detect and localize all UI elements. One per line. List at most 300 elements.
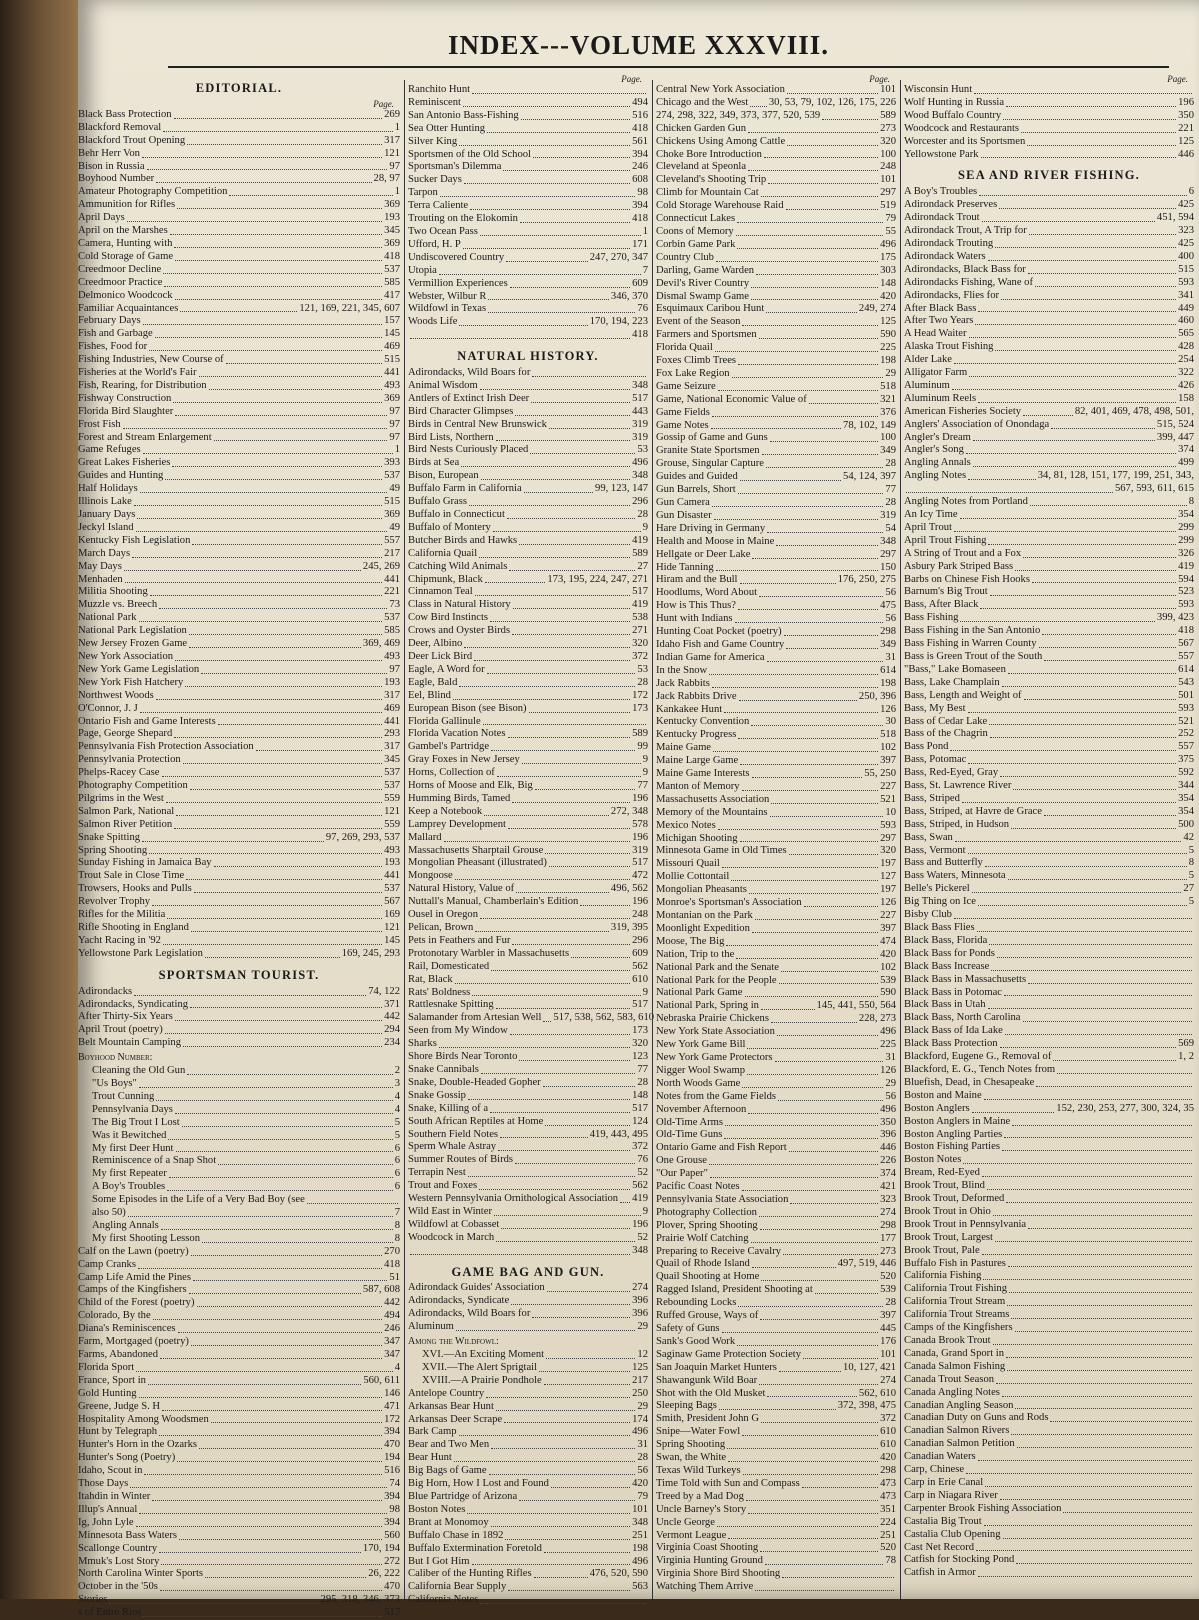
entry-page: 515, 524 <box>1156 418 1194 430</box>
entry-page: 396 <box>632 1308 648 1320</box>
entry-page: 1 <box>394 444 400 456</box>
entry-title: Hunter's Horn in the Ozarks <box>78 1439 197 1451</box>
leader-dots <box>804 897 878 907</box>
leader-dots <box>128 1207 393 1217</box>
entry-title: Pennsylvania Fish Protection Association <box>78 741 254 753</box>
index-entry <box>408 1581 648 1594</box>
index-entry <box>904 1258 1194 1271</box>
index-column-4 <box>904 74 1194 1594</box>
leader-dots <box>952 380 1176 390</box>
leader-dots <box>155 328 382 338</box>
entry-title: Cleveland's Shooting Trip <box>656 174 767 186</box>
entry-page: 101 <box>880 84 896 95</box>
index-entry <box>408 1103 648 1116</box>
index-entry <box>78 599 400 612</box>
entry-page: 148 <box>632 1089 648 1101</box>
index-entry <box>408 999 648 1012</box>
leader-dots <box>187 135 382 145</box>
entry-title: Bass, Red-Eyed, Gray <box>904 767 999 779</box>
entry-page: 589 <box>632 728 648 740</box>
entry-title: Indian Game for America <box>656 651 765 663</box>
entry-title: Salamander from Artesian Well <box>408 1012 542 1024</box>
entry-page: 443 <box>632 405 648 417</box>
leader-dots <box>752 923 878 933</box>
entry-page: 349 <box>880 445 896 457</box>
index-entry <box>656 1542 896 1555</box>
leader-dots <box>139 1078 393 1088</box>
entry-page: 74, 122 <box>368 985 400 997</box>
entry-page: 319, 395 <box>610 922 648 933</box>
entry-page: 610 <box>632 973 648 985</box>
leader-dots <box>989 716 1176 726</box>
index-entry <box>408 1491 648 1504</box>
index-entry <box>904 677 1194 690</box>
leader-dots <box>789 845 878 855</box>
entry-page: 494 <box>632 96 648 108</box>
entry-title: Bass, Striped <box>904 792 960 804</box>
leader-dots <box>464 638 630 648</box>
entry-title: Sportsman's Dilemma <box>408 161 502 173</box>
leader-dots <box>767 652 884 662</box>
entry-page: 197 <box>880 858 896 870</box>
index-entry <box>408 1568 648 1581</box>
entry-title: Canada Trout Season <box>904 1373 995 1385</box>
entry-title: Carp in Erie Canal <box>904 1476 984 1488</box>
entry-title: Chicago and the West <box>656 96 749 108</box>
index-entry <box>656 484 896 497</box>
leader-dots <box>491 741 635 751</box>
entry-page: 158 <box>1178 392 1194 404</box>
entry-page: 176 <box>880 1335 896 1347</box>
index-entry <box>408 200 648 213</box>
index-entry <box>78 238 400 251</box>
entry-title: Salmon River Petition <box>78 818 173 830</box>
leader-dots <box>984 1516 1192 1526</box>
leader-dots <box>143 1607 382 1617</box>
entry-page: 470 <box>384 1439 400 1451</box>
index-entry <box>656 1104 896 1117</box>
entry-page: 369 <box>384 392 400 404</box>
entry-page: 348 <box>632 1244 648 1256</box>
index-entry <box>78 1452 400 1465</box>
entry-page: 79 <box>885 213 896 225</box>
entry-page: 469 <box>384 341 400 353</box>
leader-dots <box>543 1012 551 1022</box>
leader-dots <box>479 1180 630 1190</box>
leader-dots <box>205 1568 366 1578</box>
leader-dots <box>153 1310 382 1320</box>
entry-page: 293 <box>384 728 400 740</box>
index-entry <box>78 845 400 858</box>
leader-dots <box>982 1167 1192 1177</box>
entry-page: 420 <box>880 1452 896 1464</box>
leader-dots <box>968 754 1176 764</box>
leader-dots <box>784 626 878 636</box>
index-entry <box>78 896 400 909</box>
entry-title: Carpenter Brook Fishing Association <box>904 1502 1062 1514</box>
leader-dots <box>493 522 641 532</box>
index-entry <box>78 173 400 186</box>
entry-title: Worcester and its Sportsmen <box>904 135 1026 147</box>
leader-dots <box>727 1439 878 1449</box>
index-entry <box>904 935 1194 948</box>
leader-dots <box>988 999 1192 1009</box>
entry-page: 5 <box>394 1116 400 1128</box>
entry-page: 397 <box>880 922 896 934</box>
leader-dots <box>748 1504 878 1514</box>
index-entry <box>904 367 1194 380</box>
index-entry <box>904 1529 1194 1542</box>
entry-page: 303 <box>880 264 896 276</box>
entry-title: Ig, John Lyle <box>78 1516 134 1528</box>
entry-title: Black Bass in Massachusetts <box>904 973 1027 985</box>
index-entry <box>904 1193 1194 1206</box>
entry-page: 78, 102, 149 <box>843 419 896 431</box>
leader-dots <box>1002 1141 1192 1151</box>
entry-title: Black Bass Flies <box>904 922 975 933</box>
entry-title: Devil's River Country <box>656 277 750 289</box>
entry-title: Michigan Shooting <box>656 832 738 844</box>
index-entry <box>904 561 1194 574</box>
entry-title: Salmon Park, National <box>78 805 175 817</box>
leader-dots <box>977 922 1192 932</box>
index-entry <box>904 574 1194 587</box>
index-entry <box>904 1438 1194 1451</box>
leader-dots <box>781 962 878 972</box>
leader-dots <box>461 457 630 467</box>
index-entry <box>408 767 648 780</box>
entry-title: Muzzle vs. Breech <box>78 599 158 611</box>
entry-title: Boston and Maine <box>904 1089 982 1101</box>
entry-page: 394 <box>384 1490 400 1502</box>
leader-dots <box>508 1581 630 1591</box>
leader-dots <box>789 1142 878 1152</box>
entry-page: 493 <box>384 650 400 662</box>
entry-title: Buffalo Chase in 1892 <box>408 1529 504 1541</box>
leader-dots <box>500 1129 588 1139</box>
entry-title: Montanian on the Park <box>656 910 753 921</box>
leader-dots <box>533 149 630 159</box>
index-entry <box>408 819 648 832</box>
entry-page: 523 <box>1178 586 1194 598</box>
leader-dots <box>760 1220 878 1230</box>
index-entry <box>904 1387 1194 1400</box>
entry-page: 146 <box>384 1387 400 1399</box>
entry-page: 225 <box>880 1039 896 1051</box>
leader-dots <box>202 1233 393 1243</box>
leader-dots <box>712 407 878 417</box>
entry-title: Great Lakes Fisheries <box>78 457 171 469</box>
index-entry <box>656 1207 896 1220</box>
entry-title: Canadian Salmon Petition <box>904 1438 1015 1450</box>
index-entry <box>408 174 648 187</box>
entry-page: 254 <box>1178 354 1194 366</box>
entry-page: 496 <box>632 457 648 469</box>
entry-title: April Trout (poetry) <box>78 1024 163 1036</box>
index-entry <box>656 820 896 833</box>
entry-title: Caliber of the Hunting Rifles <box>408 1568 532 1580</box>
entry-title: Utopia <box>408 264 437 276</box>
entry-page: 587, 608 <box>362 1284 400 1296</box>
leader-dots <box>1036 1077 1192 1087</box>
leader-dots <box>516 883 609 893</box>
entry-title: Black Bass in Utah <box>904 999 986 1011</box>
leader-dots <box>470 200 630 210</box>
index-page <box>78 0 1199 1619</box>
index-entry <box>78 277 400 290</box>
leader-dots <box>190 999 382 1009</box>
entry-page: 563 <box>632 1581 648 1593</box>
leader-dots <box>960 509 1177 519</box>
leader-dots <box>454 1452 636 1462</box>
index-entry <box>408 754 648 767</box>
index-entry <box>408 961 648 974</box>
entry-title: Bass Fishing in Warren County <box>904 638 1037 650</box>
entry-page: 369 <box>384 199 400 211</box>
entry-title: Nebraska Prairie Chickens <box>656 1013 769 1025</box>
entry-title: Idaho Fish and Game Country <box>656 638 785 650</box>
leader-dots <box>990 728 1176 738</box>
leader-dots <box>718 820 878 830</box>
entry-page: 476, 520, 590 <box>589 1568 648 1580</box>
entry-page: 27 <box>1183 883 1194 895</box>
leader-dots <box>1023 1012 1192 1022</box>
index-entry <box>656 1258 896 1271</box>
leader-dots <box>161 1556 382 1566</box>
index-entry <box>78 1207 400 1220</box>
index-entry <box>904 651 1194 664</box>
index-entry <box>78 806 400 819</box>
entry-page: 250, 396 <box>858 690 896 702</box>
entry-title: Bark Camp <box>408 1426 457 1438</box>
entry-title: Dismal Swamp Game <box>656 290 749 302</box>
entry-title: Wildfowl at Cobasset <box>408 1218 500 1230</box>
leader-dots <box>159 1543 361 1553</box>
leader-dots <box>163 122 392 132</box>
entry-page: 9 <box>642 986 648 998</box>
leader-dots <box>134 986 366 996</box>
leader-dots <box>496 432 630 442</box>
entry-page: 319 <box>632 418 648 430</box>
index-entry <box>656 1478 896 1491</box>
entry-page: 347 <box>384 1349 400 1360</box>
leader-dots <box>740 471 841 481</box>
entry-title: Brook Trout, Deformed <box>904 1193 1005 1205</box>
entry-title: Adirondack Trout <box>904 212 980 224</box>
entry-page: 73 <box>389 599 400 611</box>
entry-title: Cast Net Record <box>904 1541 975 1553</box>
entry-page: 169, 245, 293 <box>341 947 400 959</box>
leader-dots <box>742 781 879 791</box>
entry-title: Buffalo Grass <box>408 496 467 508</box>
entry-title: Virginia Hunting Ground <box>656 1555 763 1567</box>
leader-dots <box>974 84 1192 94</box>
entry-title: California Trout Streams <box>904 1309 1010 1321</box>
leader-dots <box>187 1065 392 1075</box>
entry-title: Canada Angling Notes <box>904 1386 1000 1398</box>
entry-page: 519 <box>880 200 896 212</box>
entry-title: Woodcock and Restaurants <box>904 122 1020 134</box>
entry-title: Maine Large Game <box>656 755 739 767</box>
index-entry <box>656 1323 896 1336</box>
index-entry <box>78 1220 400 1233</box>
entry-title: Trout Sale in Close Time <box>78 870 185 882</box>
leader-dots <box>472 987 640 997</box>
entry-title: Canadian Angling Season <box>904 1399 1014 1411</box>
leader-dots <box>189 1284 361 1294</box>
entry-title: Eel, Blind <box>408 689 451 701</box>
leader-dots <box>771 1013 857 1023</box>
index-entry <box>408 1232 648 1245</box>
entry-page: 319 <box>632 844 648 856</box>
leader-dots <box>175 406 387 416</box>
index-entry <box>656 781 896 794</box>
leader-dots <box>995 1232 1192 1242</box>
leader-dots <box>786 639 878 649</box>
entry-page: 56 <box>885 613 896 625</box>
entry-title: Angling Annals <box>904 457 971 469</box>
index-entry <box>904 1129 1194 1142</box>
entry-page: 273 <box>880 1245 896 1257</box>
entry-page: 196 <box>632 792 648 804</box>
entry-page: 6 <box>394 1181 400 1193</box>
entry-page: 29 <box>885 367 896 379</box>
index-entry <box>408 586 648 599</box>
entry-title: Texas Wild Turkeys <box>656 1464 741 1476</box>
leader-dots <box>787 84 878 94</box>
entry-title: Adirondacks, Black Bass for <box>904 263 1026 275</box>
index-entry <box>656 923 896 936</box>
index-entry <box>408 1465 648 1478</box>
index-entry <box>904 767 1194 780</box>
entry-page: 193 <box>384 212 400 224</box>
leader-dots <box>993 1335 1192 1345</box>
leader-dots <box>782 1568 894 1578</box>
entry-title: Minnesota Bass Waters <box>78 1529 177 1541</box>
entry-page: 419 <box>632 599 648 611</box>
index-entry <box>904 212 1194 225</box>
entry-title: National Park for the People <box>656 974 777 986</box>
entry-page: 5 <box>394 1129 400 1141</box>
entry-title: Those Days <box>78 1478 129 1490</box>
leader-dots <box>178 1323 383 1333</box>
entry-title: Angling Annals <box>92 1219 159 1231</box>
index-entry <box>656 833 896 846</box>
entry-page: 4 <box>394 1090 400 1102</box>
entry-title: Game Fields <box>656 406 710 418</box>
leader-dots <box>508 728 631 738</box>
index-entry <box>904 1348 1194 1361</box>
entry-title: Delmonico Woodcock <box>78 289 173 301</box>
index-entry <box>656 897 896 910</box>
entry-page: 614 <box>880 664 896 676</box>
entry-page: 226 <box>880 1155 896 1167</box>
leader-dots <box>205 948 340 958</box>
entry-page: 101 <box>880 1348 896 1360</box>
leader-dots <box>510 1025 630 1035</box>
entry-page: 127 <box>880 871 896 883</box>
entry-page: 52 <box>637 1167 648 1179</box>
entry-title: Jack Rabbits Drive <box>656 690 737 702</box>
leader-dots <box>501 1219 630 1229</box>
entry-page: 174 <box>632 1413 648 1425</box>
leader-dots <box>539 1362 630 1372</box>
entry-page: 348 <box>632 1516 648 1528</box>
index-entry <box>904 444 1194 457</box>
entry-title: American Fisheries Society <box>904 405 1022 417</box>
index-entry <box>904 341 1194 354</box>
index-entry <box>408 187 648 200</box>
entry-title: Maine Game Interests <box>656 768 750 780</box>
index-entry <box>904 1103 1194 1116</box>
entry-page: 9 <box>642 754 648 766</box>
index-entry <box>904 483 1194 496</box>
entry-page: 28 <box>637 676 648 688</box>
entry-page: 170, 194, 223 <box>589 316 648 328</box>
leader-dots <box>718 381 878 391</box>
index-entry <box>904 1490 1194 1503</box>
index-entry <box>408 703 648 716</box>
entry-title: North Carolina Winter Sports <box>78 1568 204 1580</box>
leader-dots <box>167 909 382 919</box>
index-entry <box>78 1246 400 1259</box>
entry-title: May Days <box>78 560 122 572</box>
leader-dots <box>728 1530 878 1540</box>
index-entry <box>656 639 896 652</box>
index-entry <box>408 1295 648 1308</box>
entry-title: Sharks <box>408 1038 437 1050</box>
entry-title: Sea Otter Hunting <box>408 122 486 134</box>
entry-page: 539 <box>880 1284 896 1296</box>
entry-page: 98 <box>637 187 648 199</box>
entry-page: 169 <box>384 909 400 921</box>
entry-page: 2 <box>394 1065 400 1077</box>
entry-title: Familiar Acquaintances <box>78 302 179 314</box>
entry-page: 172 <box>632 689 648 701</box>
column-divider <box>652 80 653 1599</box>
index-entry <box>78 1297 400 1310</box>
leader-dots <box>978 896 1187 906</box>
entry-page: 1, 2 <box>1178 1051 1194 1063</box>
leader-dots <box>993 1206 1192 1216</box>
entry-page: 8 <box>394 1219 400 1231</box>
entry-title: San Antonio Bass-Fishing <box>408 109 519 121</box>
leader-dots <box>136 1362 392 1372</box>
leader-dots <box>761 187 878 197</box>
entry-title: Undiscovered Country <box>408 251 505 263</box>
leader-dots <box>740 574 836 584</box>
entry-page: 8 <box>394 1232 400 1244</box>
index-entry <box>78 741 400 754</box>
index-entry <box>904 1412 1194 1425</box>
entry-title: Carp, Chinese <box>904 1464 965 1476</box>
entry-page: 590 <box>880 987 896 999</box>
index-entry <box>656 1336 896 1349</box>
index-entry <box>904 754 1194 767</box>
leader-dots <box>1012 1116 1192 1126</box>
entry-title: Militia Shooting <box>78 586 148 598</box>
index-entry <box>408 599 648 612</box>
leader-dots <box>496 1401 636 1411</box>
index-entry <box>904 1270 1194 1283</box>
leader-dots <box>716 562 878 572</box>
entry-page: 150 <box>880 561 896 573</box>
entry-page: 496, 562 <box>610 883 648 895</box>
leader-dots <box>765 1555 884 1565</box>
index-entry <box>78 186 400 199</box>
entry-title: Uncle Barney's Story <box>656 1503 747 1515</box>
entry-title: Barbs on Chinese Fish Hooks <box>904 573 1030 585</box>
